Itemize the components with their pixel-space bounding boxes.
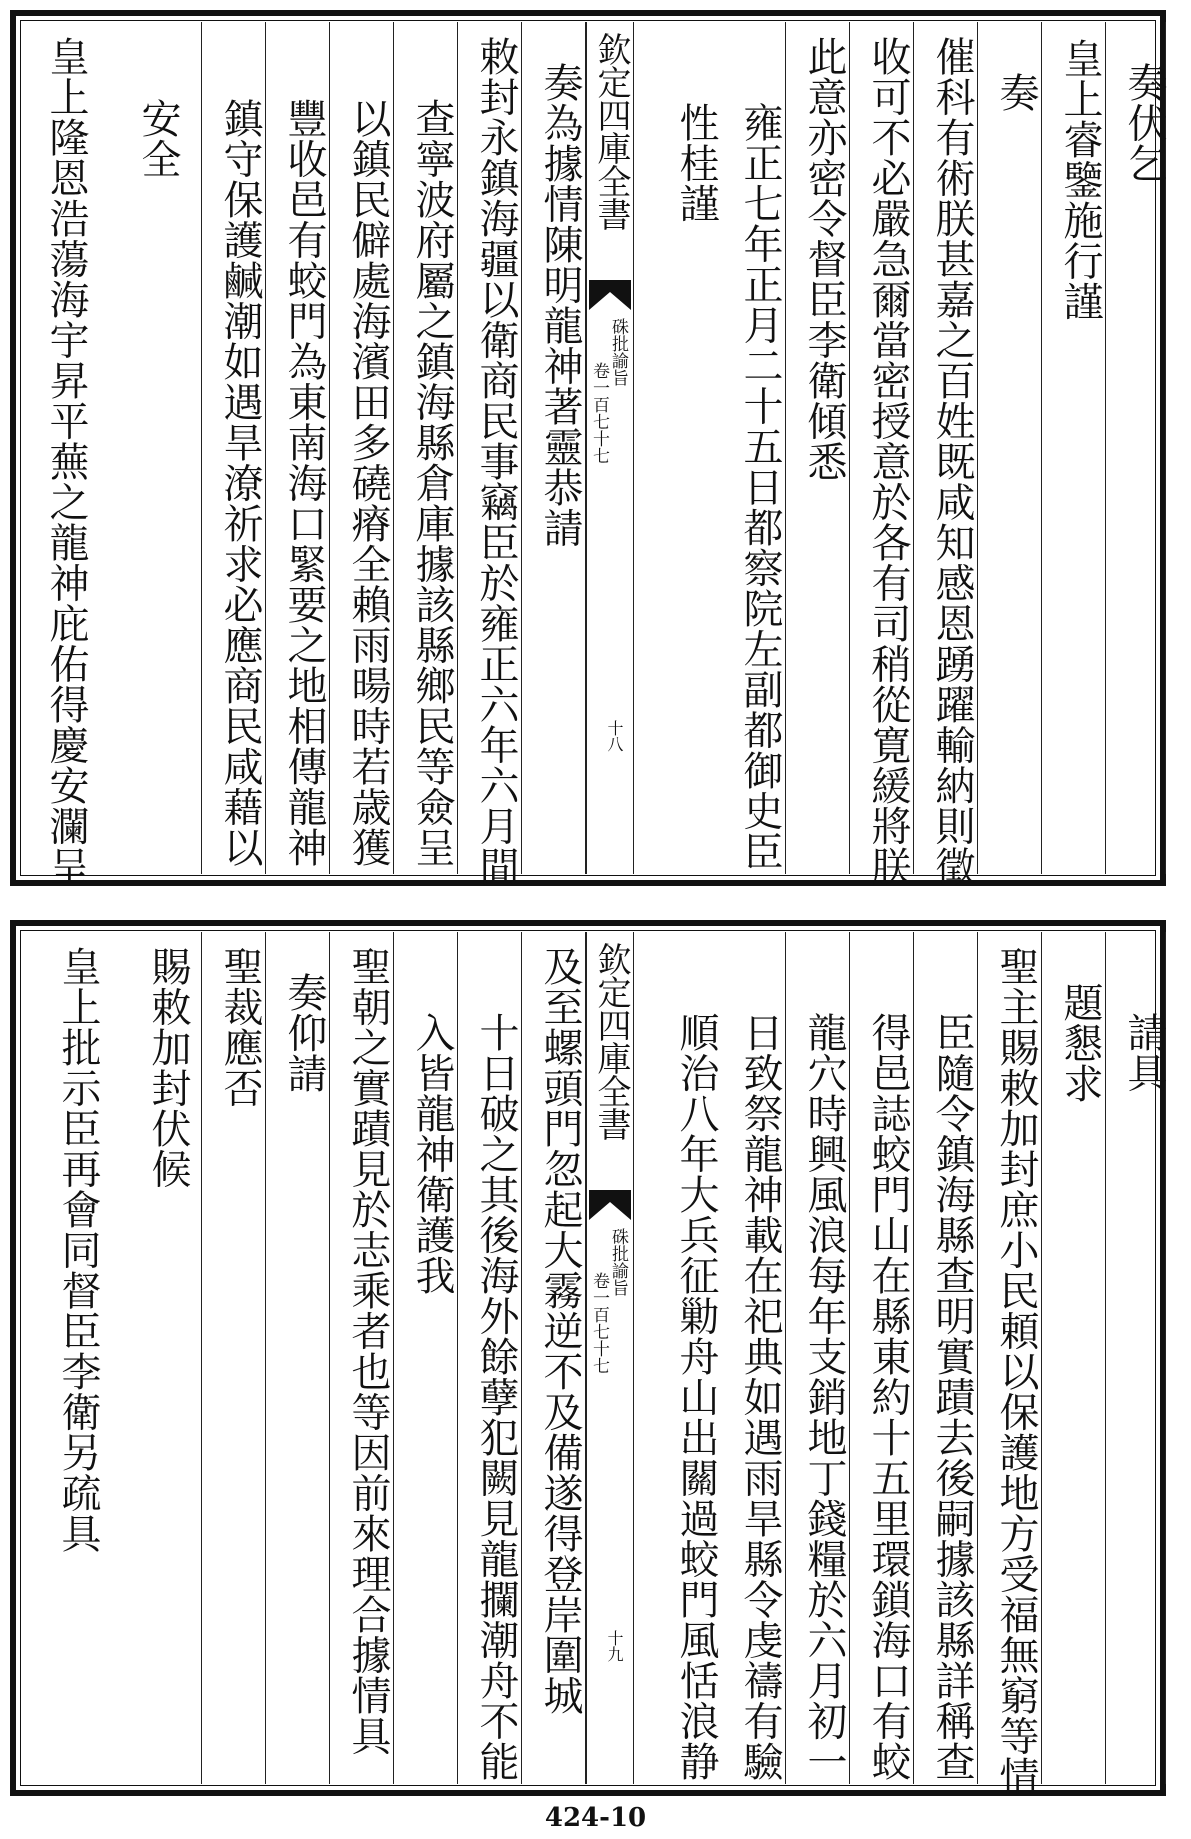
text-column (22, 22, 102, 887)
column-text: 雍正七年正月二十五日都察院左副都御史臣 (737, 102, 783, 872)
column-text: 聖主賜敕加封庶小民頼以保護地方受福無窮等情 (993, 946, 1039, 1797)
column-text: 皇上睿鑒施行謹 (1057, 38, 1103, 322)
column-text: 安全 (135, 98, 181, 179)
text-column (522, 22, 586, 874)
book-title: 欽定四庫全書 (591, 32, 631, 230)
section-title: 硃批諭旨 (608, 1228, 628, 1296)
text-column (658, 932, 722, 1784)
text-column (786, 932, 850, 1784)
text-frame (22, 22, 1167, 887)
column-text: 奏仰請 (281, 972, 327, 1094)
text-column (102, 22, 202, 874)
column-text: 及至螺頭門忽起大霧逆不及備遂得登岸圍城 (537, 946, 583, 1716)
column-text: 奏 (993, 72, 1039, 113)
page-panel-bottom (10, 920, 1166, 1796)
fishtail-mark-icon (589, 280, 631, 310)
text-column (330, 22, 394, 874)
column-text: 查寧波府屬之鎮海縣倉庫據該縣鄉民等僉呈 (409, 98, 455, 868)
page-number: 424-10 (544, 1803, 647, 1833)
text-column (522, 932, 586, 1784)
volume-label: 卷一百七十七 (589, 362, 609, 464)
column-text: 收可不必嚴急爾當密授意於各有司稍從寛緩將朕 (865, 36, 911, 887)
column-text: 性桂謹 (673, 102, 719, 224)
text-column (22, 932, 122, 1784)
leaf-number: 十九 (605, 1630, 624, 1662)
book-spine (586, 22, 634, 874)
column-text: 日致祭龍神載在祀典如遇雨旱縣令虔禱有驗 (737, 1012, 783, 1782)
column-text: 鎮守保護鹹潮如遇旱潦祈求必應商民咸藉以 (217, 98, 263, 868)
column-text: 催科有術朕甚嘉之百姓既咸知感恩踴躍輸納則徵 (929, 36, 975, 887)
column-text: 豐收邑有蛟門為東南海口緊要之地相傳龍神 (281, 98, 327, 868)
column-text: 以鎮民僻處海濱田多磽瘠全賴雨暘時若歳獲 (345, 98, 391, 868)
text-column (786, 22, 850, 874)
volume-label: 卷一百七十七 (589, 1272, 609, 1374)
leaf-number: 十八 (605, 720, 624, 752)
column-text: 皇上隆恩浩蕩海宇昇平蕪之龍神庇佑得慶安瀾呈 (43, 36, 89, 887)
text-column (914, 22, 978, 887)
text-column (1106, 22, 1166, 874)
text-column (914, 932, 978, 1784)
text-column (850, 22, 914, 887)
text-column (330, 932, 394, 1784)
text-column (978, 22, 1042, 874)
text-column (1042, 932, 1106, 1784)
column-text: 請具 (1121, 1012, 1167, 1093)
text-column (722, 22, 786, 874)
column-text: 順治八年大兵征勦舟山出關過蛟門風恬浪静 (673, 1012, 719, 1782)
column-text: 得邑誌蛟門山在縣東約十五里環鎖海口有蛟 (865, 1012, 911, 1782)
fishtail-mark-icon (589, 1190, 631, 1220)
column-text: 奏為據情陳明龍神著靈恭請 (537, 62, 583, 548)
text-column (266, 932, 330, 1784)
book-spine (586, 932, 634, 1784)
text-column (658, 22, 722, 874)
column-text: 臣隨令鎮海縣查明實蹟去後嗣據該縣詳稱查 (929, 1012, 975, 1782)
column-text: 題懇求 (1057, 982, 1103, 1104)
text-column (458, 22, 522, 887)
column-text: 入皆龍神衛護我 (409, 1012, 455, 1296)
column-text: 聖裁應否 (217, 946, 263, 1108)
text-column (978, 932, 1042, 1797)
column-text: 此意亦密令督臣李衛傾悉 (801, 36, 847, 482)
column-text: 聖朝之實蹟見於志乘者也等因前來理合據情具 (345, 946, 391, 1756)
text-column (266, 22, 330, 874)
text-column (850, 932, 914, 1784)
text-column (1106, 932, 1166, 1784)
book-title: 欽定四庫全書 (591, 942, 631, 1140)
text-column (394, 22, 458, 874)
section-title: 硃批諭旨 (608, 318, 628, 386)
column-text: 皇上批示臣再會同督臣李衛另疏具 (55, 946, 101, 1554)
text-column (458, 932, 522, 1784)
text-column (202, 22, 266, 874)
column-text: 敕封永鎮海疆以衛商民事竊臣於雍正六年六月間 (473, 36, 519, 887)
text-column (122, 932, 202, 1784)
column-text: 賜敕加封伏候 (145, 946, 191, 1189)
text-column (722, 932, 786, 1784)
text-column (394, 932, 458, 1784)
text-column (202, 932, 266, 1784)
page-panel-top (10, 10, 1166, 886)
text-column (1042, 22, 1106, 874)
column-text: 奏伏乞 (1121, 62, 1167, 184)
column-text: 龍穴時興風浪每年支銷地丁錢糧於六月初一 (801, 1012, 847, 1782)
column-text: 十日破之其後海外餘孽犯闕見龍攔潮舟不能 (473, 1012, 519, 1782)
text-frame (22, 932, 1167, 1797)
